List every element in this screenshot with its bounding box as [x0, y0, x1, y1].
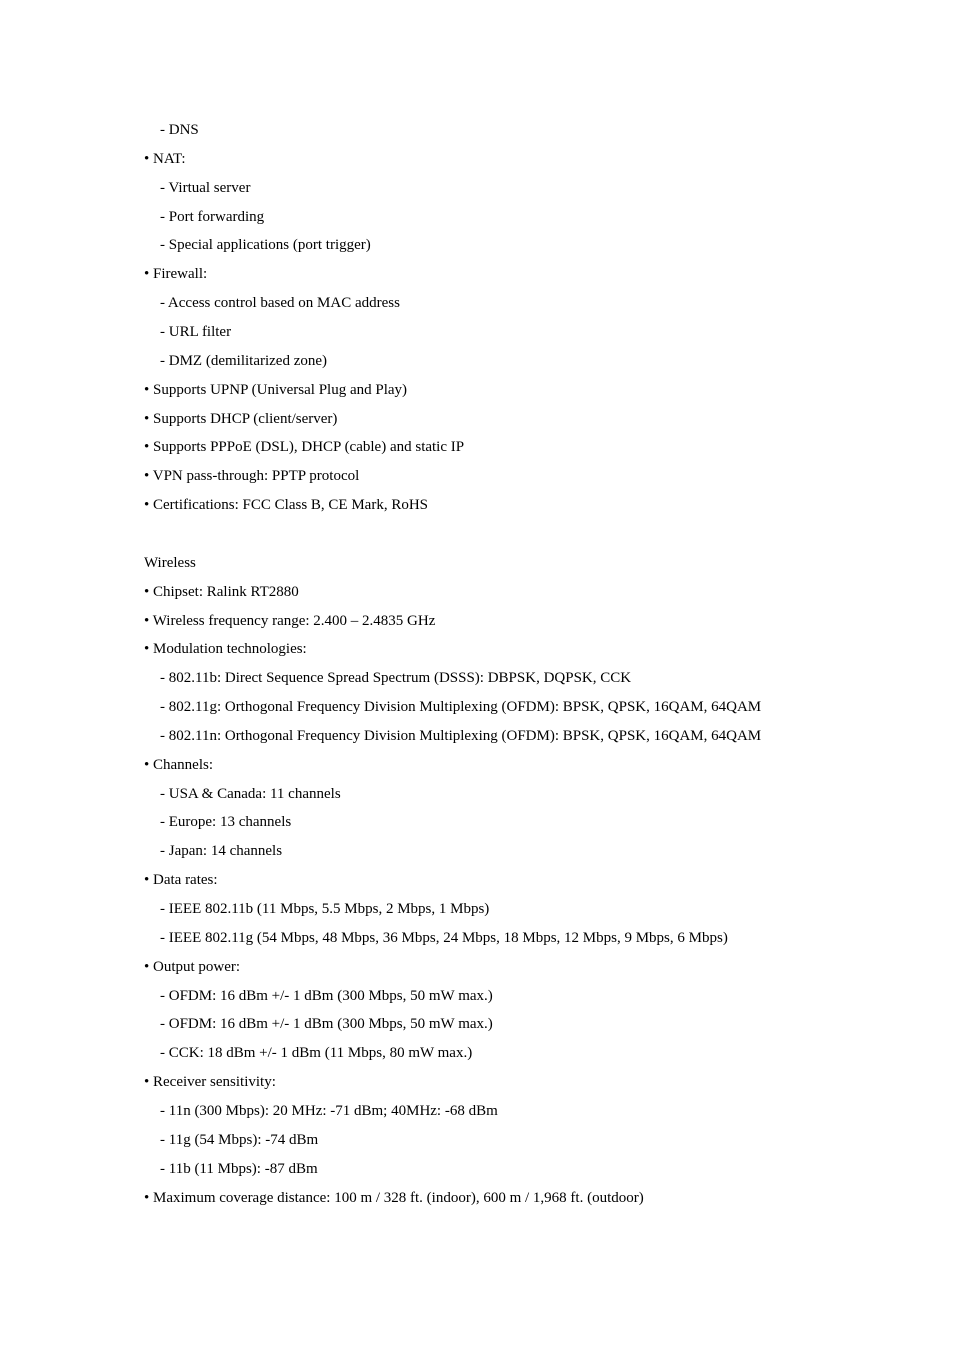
- bullet-list-item: • VPN pass-through: PPTP protocol: [144, 468, 360, 484]
- sub-list-item: - Access control based on MAC address: [160, 295, 400, 311]
- sub-list-item: - 11b (11 Mbps): -87 dBm: [160, 1161, 318, 1177]
- sub-list-item: - OFDM: 16 dBm +/- 1 dBm (300 Mbps, 50 mW max.): [160, 988, 493, 1004]
- sub-list-item: - Virtual server: [160, 180, 251, 196]
- sub-list-item: - URL filter: [160, 324, 232, 340]
- bullet-list-item: • Supports UPNP (Universal Plug and Play): [144, 382, 408, 398]
- bullet-list-item: • Supports DHCP (client/server): [144, 411, 338, 427]
- sub-list-item: - OFDM: 16 dBm +/- 1 dBm (300 Mbps, 50 mW max.): [160, 1016, 493, 1032]
- bullet-list-item: • Chipset: Ralink RT2880: [144, 584, 299, 600]
- section-heading: Wireless: [144, 555, 196, 571]
- sub-list-item: - 802.11b: Direct Sequence Spread Spectrum (DSSS): DBPSK, DQPSK, CCK: [160, 670, 632, 686]
- bullet-list-item: • Channels:: [144, 757, 213, 773]
- sub-list-item: - DMZ (demilitarized zone): [160, 353, 328, 369]
- sub-list-item: - 11g (54 Mbps): -74 dBm: [160, 1132, 319, 1148]
- sub-list-item: - 802.11g: Orthogonal Frequency Division Multiplexing (OFDM): BPSK, QPSK, 16QAM, 64QAM: [160, 699, 762, 715]
- bullet-list-item: • Data rates:: [144, 872, 218, 888]
- bullet-list-item: • Maximum coverage distance: 100 m / 328 ft. (indoor), 600 m / 1,968 ft. (outdoor): [144, 1190, 644, 1206]
- bullet-list-item: • NAT:: [144, 151, 186, 167]
- bullet-list-item: • Output power:: [144, 959, 241, 975]
- sub-list-item: - DNS: [160, 122, 199, 138]
- bullet-list-item: • Firewall:: [144, 266, 208, 282]
- sub-list-item: - 802.11n: Orthogonal Frequency Division Multiplexing (OFDM): BPSK, QPSK, 16QAM, 64QAM: [160, 728, 762, 744]
- bullet-list-item: • Supports PPPoE (DSL), DHCP (cable) and static IP: [144, 439, 465, 455]
- sub-list-item: - Special applications (port trigger): [160, 237, 371, 253]
- sub-list-item: - IEEE 802.11b (11 Mbps, 5.5 Mbps, 2 Mbps, 1 Mbps): [160, 901, 490, 917]
- bullet-list-item: • Modulation technologies:: [144, 641, 307, 657]
- sub-list-item: - USA & Canada: 11 channels: [160, 786, 341, 802]
- bullet-list-item: • Receiver sensitivity:: [144, 1074, 276, 1090]
- bullet-list-item: • Certifications: FCC Class B, CE Mark, RoHS: [144, 497, 429, 513]
- sub-list-item: - Japan: 14 channels: [160, 843, 283, 859]
- sub-list-item: - Port forwarding: [160, 209, 265, 225]
- sub-list-item: - Europe: 13 channels: [160, 814, 292, 830]
- sub-list-item: - 11n (300 Mbps): 20 MHz: -71 dBm; 40MHz: -68 dBm: [160, 1103, 498, 1119]
- sub-list-item: - IEEE 802.11g (54 Mbps, 48 Mbps, 36 Mbps, 24 Mbps, 18 Mbps, 12 Mbps, 9 Mbps, 6 Mbps): [160, 930, 728, 946]
- sub-list-item: - CCK: 18 dBm +/- 1 dBm (11 Mbps, 80 mW max.): [160, 1045, 473, 1061]
- bullet-list-item: • Wireless frequency range: 2.400 – 2.4835 GHz: [144, 613, 436, 629]
